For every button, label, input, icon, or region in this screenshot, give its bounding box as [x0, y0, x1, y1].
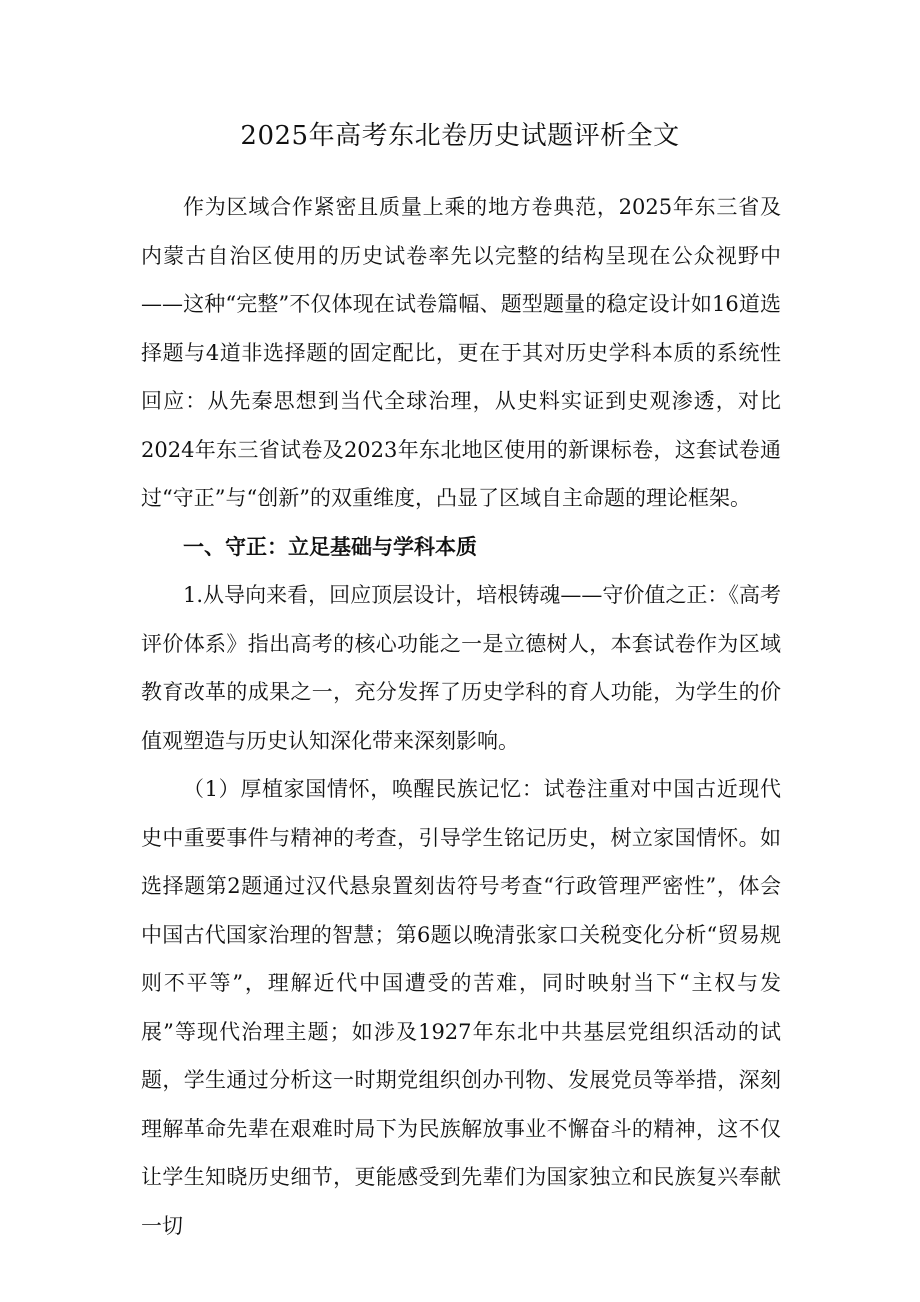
section-heading: 一、守正：立足基础与学科本质 [183, 533, 477, 559]
detail-paragraph: （1）厚植家国情怀，唤醒民族记忆：试卷注重对中国古近现代史中重要事件与精神的考查，引导学生铭记历史，树立家国情怀。如选择题第2题通过汉代悬泉置刻齿符号考查“行政管理严密性”，体会中国古代国家治理的智慧；第6题以晚清张家口关税变化分析“贸易规则不平等”，理解近代中国遭受的苦难，同时映射当下“主权与发展”等现代治理主题；如涉及1927年东北中共基层党组织活动的试题，学生通过分析这一时期党组织创办刊物、发展党员等举措，深刻理解革命先辈在艰难时局下为民族解放事业不懈奋斗的精神，这不仅让学生知晓历史细节，更能感受到先辈们为国家独立和民族复兴奉献一切 [141, 777, 781, 1238]
document-title: 2025年高考东北卷历史试题评析全文 [240, 121, 680, 151]
subsection-paragraph: 1.从导向来看，回应顶层设计，培根铸魂——守价值之正：《高考评价体系》指出高考的核心功能之一是立德树人，本套试卷作为区域教育改革的成果之一，充分发挥了历史学科的育人功能，为学生的价值观塑造与历史认知深化带来深刻影响。 [141, 583, 781, 753]
intro-paragraph: 作为区域合作紧密且质量上乘的地方卷典范，2025年东三省及内蒙古自治区使用的历史试卷率先以完整的结构呈现在公众视野中——这种“完整”不仅体现在试卷篇幅、题型题量的稳定设计如16道选择题与4道非选择题的固定配比，更在于其对历史学科本质的系统性回应：从先秦思想到当代全球治理，从史料实证到史观渗透，对比2024年东三省试卷及2023年东北地区使用的新课标卷，这套试卷通过“守正”与“创新”的双重维度，凸显了区域自主命题的理论框架。 [141, 195, 781, 510]
document-body [141, 183, 781, 1250]
